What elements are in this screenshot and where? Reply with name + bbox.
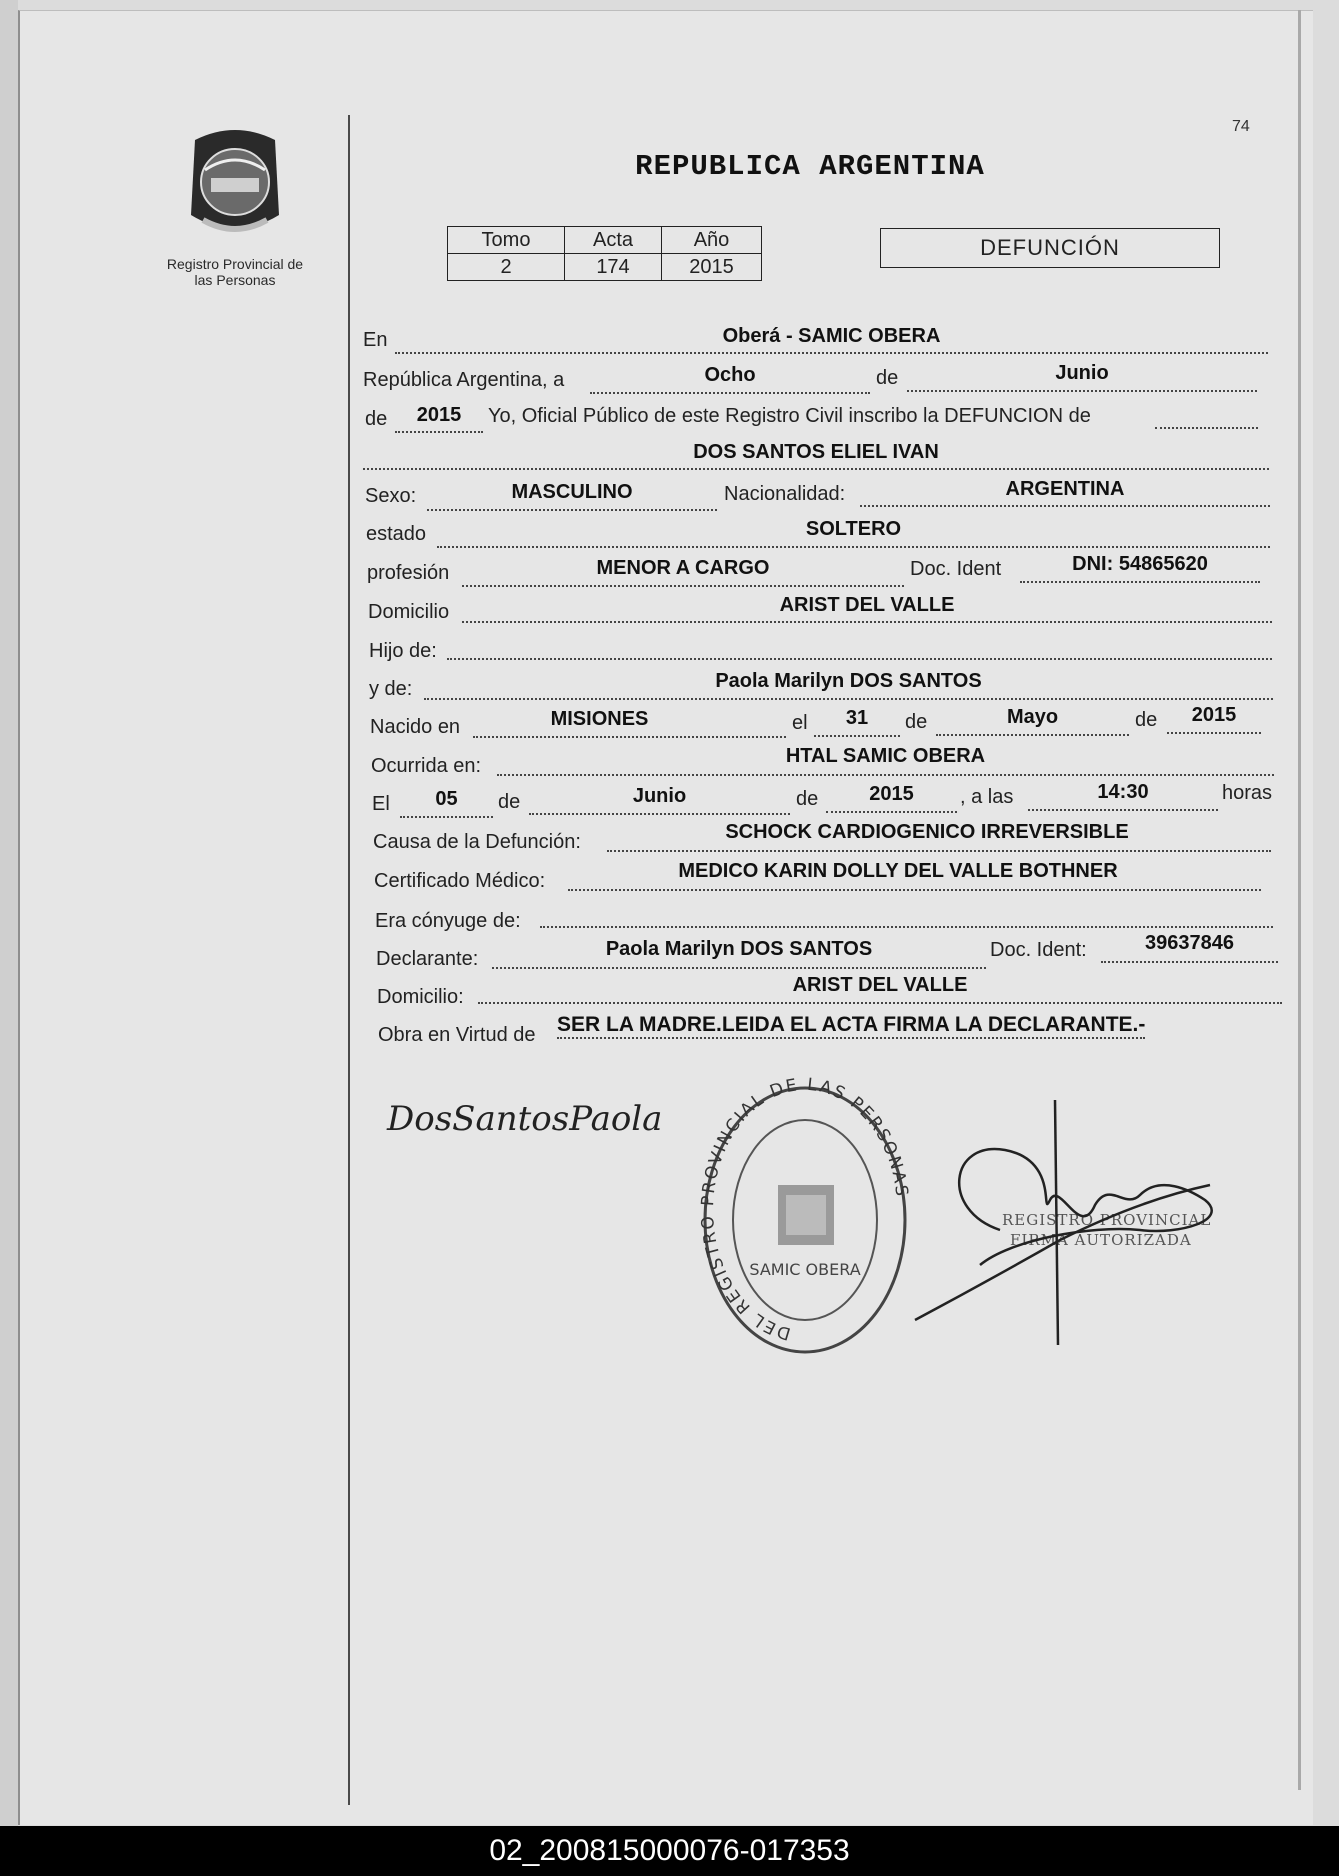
- death-month-value: Junio: [632, 785, 687, 807]
- death-time-value: 14:30: [1097, 781, 1149, 803]
- profession-value: MENOR A CARGO: [596, 557, 770, 579]
- declarant-domicile-value: ARIST DEL VALLE: [792, 974, 968, 996]
- official-stamp-line2: FIRMA AUTORIZADA: [1010, 1231, 1192, 1249]
- page-number: 74: [1232, 118, 1250, 135]
- and-of-value: Paola Marilyn DOS SANTOS: [715, 670, 982, 692]
- registry-name-line2: las Personas: [194, 272, 276, 288]
- by-virtue-label: Obra en Virtud de: [378, 1024, 536, 1046]
- death-alas-label: , a las: [960, 786, 1014, 808]
- declarant-signature-text: DosSantosPaola: [387, 1099, 663, 1139]
- table-header-row: [448, 227, 762, 254]
- registry-table: [447, 226, 762, 281]
- death-day-value: 05: [435, 788, 458, 810]
- table-header: Acta: [565, 227, 662, 254]
- nationality-value: ARGENTINA: [1005, 478, 1125, 500]
- child-of-label: Hijo de:: [369, 640, 437, 662]
- seal-emblem-icon: [778, 1185, 834, 1245]
- table-header: Tomo: [448, 227, 565, 254]
- place-value: Oberá - SAMIC OBERA: [722, 325, 941, 347]
- declarant-domicile-label: Domicilio:: [377, 986, 464, 1008]
- born-place-value: MISIONES: [550, 708, 649, 730]
- death-year-value: 2015: [869, 783, 914, 805]
- scan-edge: [0, 0, 18, 1830]
- date-de-label: de: [876, 367, 899, 389]
- sheet-right-edge: [1298, 10, 1301, 1790]
- declarant-doc-value: 39637846: [1145, 932, 1234, 954]
- year-value: 2015: [416, 404, 462, 426]
- declarant-signature: [385, 1088, 663, 1148]
- declarant-value: Paola Marilyn DOS SANTOS: [605, 938, 873, 960]
- doc-id-value: DNI: 54865620: [1072, 553, 1208, 575]
- spouse-label: Era cónyuge de:: [375, 910, 521, 932]
- year-de-label: de: [365, 408, 388, 430]
- death-de-label1: de: [498, 791, 521, 813]
- spouse-field: [540, 902, 1273, 928]
- marital-status-label: estado: [366, 523, 427, 545]
- cause-label: Causa de la Defunción:: [373, 831, 581, 853]
- born-el-label: el: [792, 712, 808, 734]
- inscription-trailing-field: [1155, 403, 1258, 429]
- doc-id-label: Doc. Ident: [910, 558, 1002, 580]
- registry-seal: [690, 1070, 920, 1370]
- born-de-label2: de: [1135, 709, 1158, 731]
- registry-name: [150, 256, 320, 288]
- table-cell: 2: [448, 254, 565, 281]
- certificate-value: MEDICO KARIN DOLLY DEL VALLE BOTHNER: [678, 860, 1118, 882]
- margin-line: [348, 115, 350, 1805]
- registry-name-line1: Registro Provincial de: [166, 256, 304, 272]
- table-row: [448, 254, 762, 281]
- seal-text: DEL REGISTRO PROVINCIAL DE LAS PERSONAS: [697, 1074, 912, 1344]
- occurred-label: Ocurrida en:: [371, 755, 482, 777]
- domicile-label: Domicilio: [368, 601, 450, 623]
- profession-label: profesión: [367, 562, 450, 584]
- footer-file-id: 02_200815000076-017353: [0, 1826, 1339, 1876]
- by-virtue-value: SER LA MADRE.LEIDA EL ACTA FIRMA LA DECLARANTE.-: [557, 1013, 1145, 1039]
- sex-label: Sexo:: [365, 485, 417, 507]
- domicile-value: ARIST DEL VALLE: [779, 594, 955, 616]
- official-signature: [910, 1090, 1240, 1350]
- misiones-emblem-icon: [175, 120, 295, 245]
- month-value: Junio: [1055, 362, 1109, 384]
- deceased-name-value: DOS SANTOS ELIEL IVAN: [693, 441, 939, 463]
- cause-value: SCHOCK CARDIOGENICO IRREVERSIBLE: [725, 821, 1129, 843]
- born-day-value: 31: [845, 707, 869, 729]
- death-de-label2: de: [796, 788, 819, 810]
- born-de-label1: de: [905, 711, 928, 733]
- nationality-label: Nacionalidad:: [724, 483, 846, 505]
- child-of-field: [447, 634, 1272, 660]
- inscription-text: Yo, Oficial Público de este Registro Civil inscribo la DEFUNCION de: [488, 405, 1091, 427]
- date-label: República Argentina, a: [363, 369, 565, 391]
- born-year-value: 2015: [1191, 704, 1237, 726]
- and-of-label: y de:: [369, 678, 413, 700]
- seal-inner-text: SAMIC OBERA: [749, 1260, 861, 1279]
- table-cell: 2015: [662, 254, 762, 281]
- death-horas-label: horas: [1222, 782, 1273, 804]
- death-el-label: El: [372, 793, 390, 815]
- page-title: REPUBLICA ARGENTINA: [635, 150, 985, 183]
- sex-value: MASCULINO: [511, 481, 633, 503]
- document-type-box: DEFUNCIÓN: [880, 228, 1220, 268]
- day-value: Ocho: [704, 364, 756, 386]
- marital-status-value: SOLTERO: [805, 518, 902, 540]
- place-label: En: [363, 329, 388, 351]
- born-label: Nacido en: [370, 716, 461, 738]
- declarant-label: Declarante:: [376, 948, 479, 970]
- born-month-value: Mayo: [1006, 706, 1059, 728]
- occurred-value: HTAL SAMIC OBERA: [785, 745, 986, 767]
- table-header: Año: [662, 227, 762, 254]
- official-stamp-line1: REGISTRO PROVINCIAL: [1002, 1211, 1212, 1229]
- certificate-label: Certificado Médico:: [374, 870, 546, 892]
- declarant-doc-label: Doc. Ident:: [990, 939, 1087, 961]
- table-cell: 174: [565, 254, 662, 281]
